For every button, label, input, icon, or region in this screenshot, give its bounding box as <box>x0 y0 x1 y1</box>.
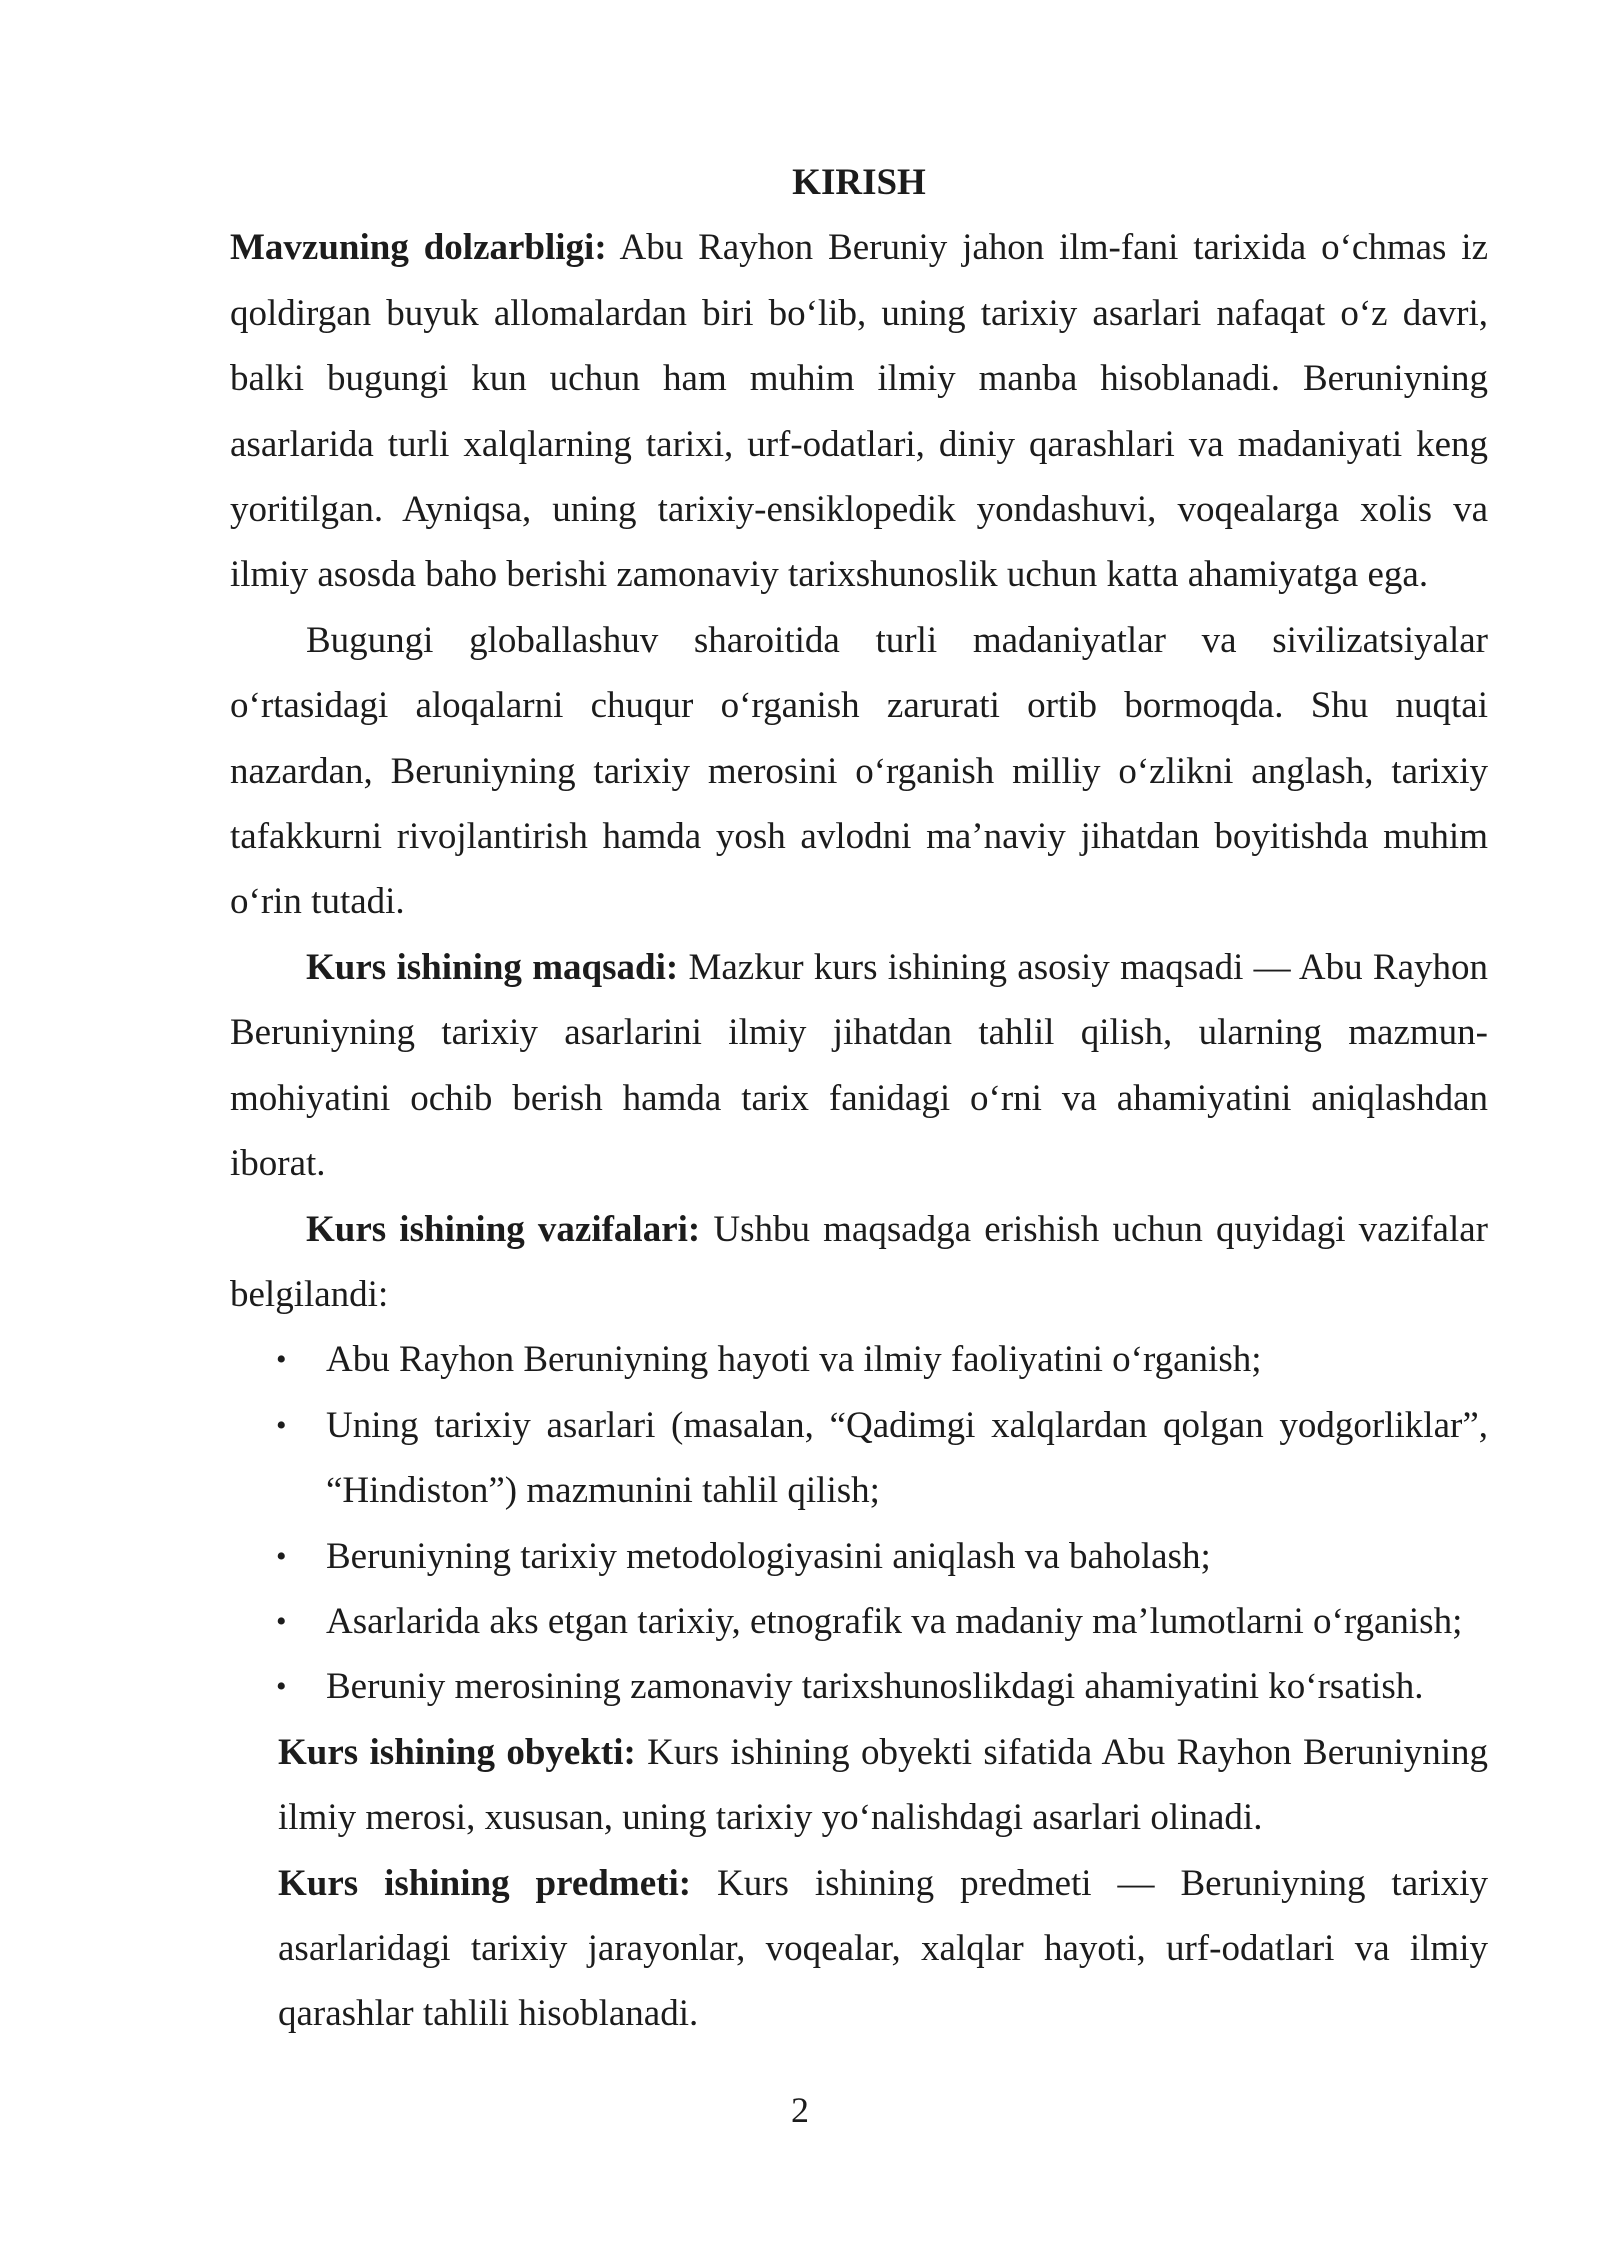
paragraph-tasks <box>230 1197 1488 1328</box>
goal-label: Kurs ishining maqsadi: <box>306 946 679 988</box>
list-item-text: Asarlarida aks etgan tarixiy, etnografik va madaniy ma’lumotlarni o‘rganish; <box>326 1600 1463 1642</box>
list-item <box>276 1654 1488 1719</box>
relevance-label: Mavzuning dolzarbligi: <box>230 227 607 269</box>
paragraph-object <box>230 1720 1488 1851</box>
object-label: Kurs ishining obyekti: <box>278 1731 636 1773</box>
bullet-icon: • <box>276 1670 287 1704</box>
bullet-icon: • <box>276 1604 287 1638</box>
tasks-list <box>230 1327 1488 1719</box>
list-item-text: Beruniy merosining zamonaviy tarixshunoslikdagi ahamiyatini ko‘rsatish. <box>326 1666 1424 1708</box>
list-item <box>276 1589 1488 1654</box>
bullet-icon: • <box>276 1539 287 1573</box>
page-content <box>230 150 1488 2047</box>
page-number: 2 <box>791 2090 809 2130</box>
paragraph-globalization: Bugungi globallashuv sharoitida turli madaniyatlar va sivilizatsiyalar o‘rtasidagi aloqalarni chuqur o‘rganish zarurati ortib bormoqda. Shu nuqtai nazardan, Beruniyning tarixiy merosini o‘rganish milliy o‘zlikni anglash, tarixiy tafakkurni rivojlantirish hamda yosh avlodni ma’naviy jihatdan boyitishda muhim o‘rin tutadi. <box>230 619 1488 923</box>
object-text: Kurs ishining obyekti sifatida Abu Rayhon Beruniyning ilmiy merosi, xususan, uning tarixiy yo‘nalishdagi asarlari olinadi. <box>278 1731 1489 1839</box>
subject-text: Kurs ishining predmeti — Beruniyning tarixiy asarlaridagi tarixiy jarayonlar, voqealar, xalqlar hayoti, urf-odatlari va ilmiy qarashlar tahlili hisoblanadi. <box>278 1862 1488 2035</box>
tasks-text: Ushbu maqsadga erishish uchun quyidagi vazifalar belgilandi: <box>230 1208 1488 1315</box>
section-heading: KIRISH <box>792 162 926 203</box>
list-item-text: Beruniyning tarixiy metodologiyasini aniqlash va baholash; <box>326 1535 1211 1577</box>
bullet-icon: • <box>276 1408 287 1442</box>
goal-text: Mazkur kurs ishining asosiy maqsadi — Abu Rayhon Beruniyning tarixiy asarlarini ilmiy jihatdan tahlil qilish, ularning mazmun-mohiyatini ochib berish hamda tarix fanidagi o‘rni va ahamiyatini aniqlashdan iborat. <box>230 946 1488 1185</box>
list-item <box>276 1393 1488 1524</box>
list-item-text: Uning tarixiy asarlari (masalan, “Qadimgi xalqlardan qolgan yodgorliklar”, “Hindiston”) mazmunini tahlil qilish; <box>326 1404 1488 1512</box>
paragraph-goal <box>230 935 1488 1197</box>
list-item <box>276 1327 1488 1392</box>
tasks-label: Kurs ishining vazifalari: <box>306 1208 701 1250</box>
list-item-text: Abu Rayhon Beruniyning hayoti va ilmiy faoliyatini o‘rganish; <box>326 1339 1262 1381</box>
relevance-text: Abu Rayhon Beruniy jahon ilm-fani tarixida o‘chmas iz qoldirgan buyuk allomalardan biri bo‘lib, uning tarixiy asarlari nafaqat o‘z davri, balki bugungi kun uchun ham muhim ilmiy manba hisoblanadi. Beruniyning asarlarida turli xalqlarning tarixi, urf-odatlari, diniy qarashlari va madaniyati keng yoritilgan. Ayniqsa, uning tarixiy-ensiklopedik yondashuvi, voqealarga xolis va ilmiy asosda baho berishi zamonaviy tarixshunoslik uchun katta ahamiyatga ega. <box>230 227 1488 596</box>
subject-label: Kurs ishining predmeti: <box>278 1862 692 1904</box>
paragraph-relevance <box>230 215 1488 607</box>
bullet-icon: • <box>276 1343 287 1377</box>
list-item <box>276 1524 1488 1589</box>
paragraph-subject <box>230 1851 1488 2047</box>
